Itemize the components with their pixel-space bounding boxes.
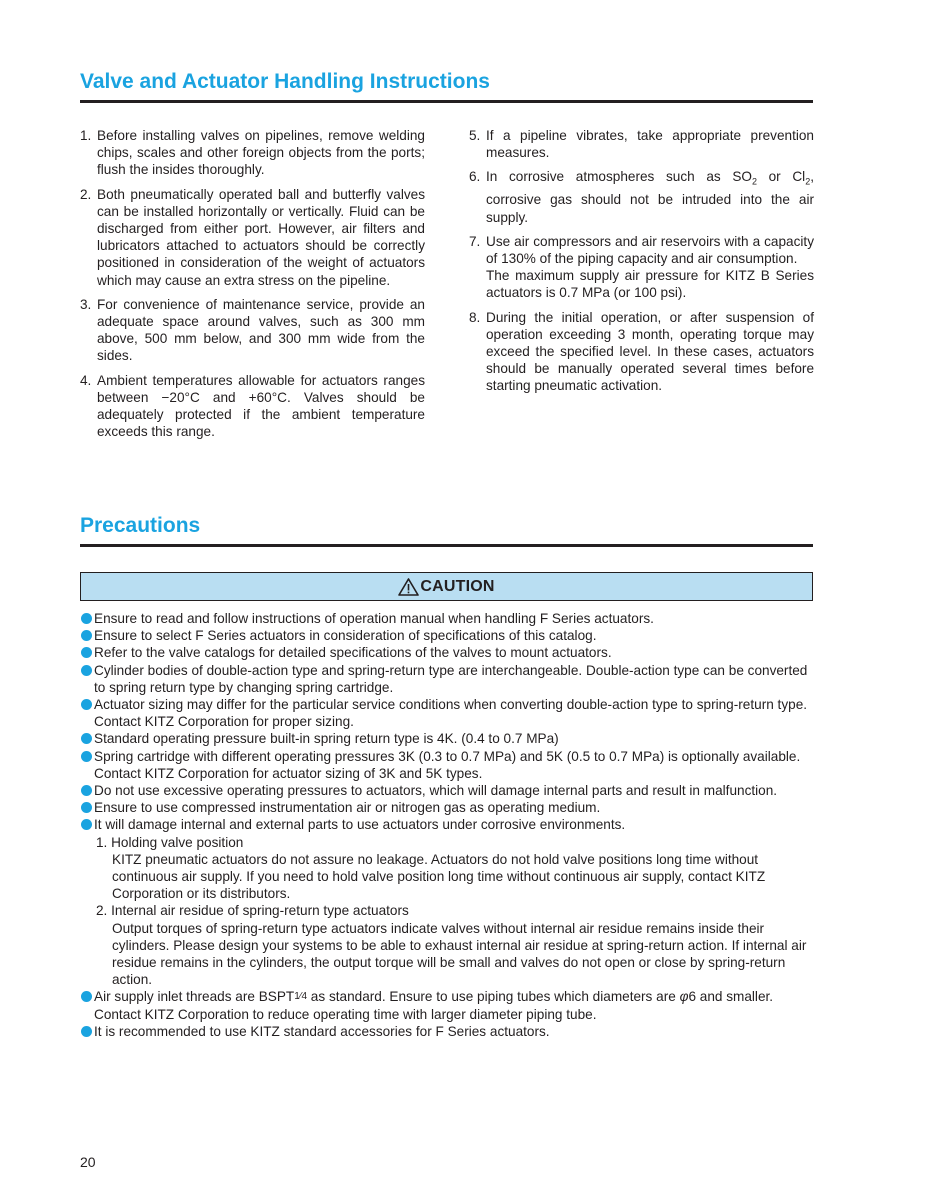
item-text: If a pipeline vibrates, take appropriate prevention measures. (486, 128, 814, 161)
bspt-fraction: 1⁄4 (294, 991, 308, 1003)
precaution-item: It will damage internal and external parts to use actuators under corrosive environments. 1. Holding valve position KITZ pneumatic actuators do not assure no leakage. Actuators do not hold valve positions long time without continuous air supply. If you need to hold valve position long time without continuous air supply, contact KITZ Corporation or its distributors. 2. Internal air residue of spring-return type actuators Output torques of spring-return type actuators indicate valves without internal air residue remains inside their cylinders. Please design your systems to be able to exhaust internal air residue at spring-return action. If internal air residue remains in the cylinders, the output torque will be small and valves do not open or close by spring-return action. (80, 816, 820, 988)
item-text: Both pneumatically operated ball and butterfly valves can be installed horizontally or vertically. Fluid can be discharged from either port. However, air filters and lubricators attached to actuators should be correctly positioned in consideration of the weight of actuators which may cause an extra stress on the pipeline. (97, 186, 425, 288)
warning-triangle-icon (398, 578, 419, 596)
precaution-item: Ensure to read and follow instructions of operation manual when handling F Series actuators. (80, 610, 820, 627)
sub-item-heading: 1. Holding valve position (96, 834, 244, 850)
bullet-dot-icon (81, 751, 92, 762)
item-number: 6. (469, 169, 481, 185)
item-number: 4. (80, 372, 92, 388)
precaution-item: Ensure to use compressed instrumentation air or nitrogen gas as operating medium. (80, 799, 820, 816)
handling-item-2 (80, 186, 425, 289)
item-text: For convenience of maintenance service, provide an adequate space around valves, such as 300 mm above, 500 mm below, and 300 mm wide from the sides. (97, 296, 425, 364)
item-text: Before installing valves on pipelines, remove welding chips, scales and other foreign objects from the ports; flush the insides thoroughly. (97, 128, 425, 178)
bullet-dot-icon (81, 785, 92, 796)
precaution-item: Air supply inlet threads are BSPT1⁄4 as standard. Ensure to use piping tubes which diameters are φ6 and smaller. Contact KITZ Corporation to reduce operating time with larger diameter piping tube. (80, 988, 820, 1022)
item-text: Use air compressors and air reservoirs with a capacity of 130% of the piping capacity and air consumption. (486, 233, 814, 266)
precaution-item: Standard operating pressure built-in spring return type is 4K. (0.4 to 0.7 MPa) (80, 730, 820, 747)
caution-banner (80, 572, 813, 601)
precautions-section-title: Precautions (80, 514, 201, 537)
handling-item-8 (469, 309, 814, 395)
bullet-dot-icon (81, 647, 92, 658)
precaution-item: Actuator sizing may differ for the particular service conditions when converting double-action type to spring-return type. Contact KITZ Corporation for proper sizing. (80, 696, 820, 730)
handling-item-3 (80, 296, 425, 365)
page-number: 20 (80, 1154, 96, 1170)
precaution-item: Do not use excessive operating pressures to actuators, which will damage internal parts and result in malfunction. (80, 782, 820, 799)
bullet-dot-icon (81, 630, 92, 641)
precautions-title-rule (80, 544, 813, 547)
sub-item-body: Output torques of spring-return type actuators indicate valves without internal air residue remains inside their cylinders. Please design your systems to be able to exhaust internal air residue at spring-return action. If internal air residue remains in the cylinders, the output torque will be small and valves do not open or close by spring-return action. (112, 920, 807, 988)
handling-item-4 (80, 372, 425, 441)
item-text: Ambient temperatures allowable for actuators ranges between −20°C and +60°C. Valves should be adequately protected if the ambient temperature exceeds this range. (97, 372, 425, 440)
handling-title-rule (80, 100, 813, 103)
handling-section-title: Valve and Actuator Handling Instructions (80, 70, 490, 93)
bullet-dot-icon (81, 613, 92, 624)
precaution-item: Ensure to select F Series actuators in consideration of specifications of this catalog. (80, 627, 820, 644)
item-number: 7. (469, 233, 481, 249)
item-number: 8. (469, 309, 481, 325)
item-number: 3. (80, 296, 92, 312)
item-text-2: The maximum supply air pressure for KITZ B Series actuators is 0.7 MPa (or 100 psi). (486, 268, 814, 301)
precaution-item: Refer to the valve catalogs for detailed specifications of the valves to mount actuators. (80, 644, 820, 661)
precautions-list (80, 610, 820, 1040)
item-number: 1. (80, 128, 92, 143)
precaution-item: Spring cartridge with different operating pressures 3K (0.3 to 0.7 MPa) and 5K (0.5 to 0.7 MPa) is optionally available. Contact KITZ Corporation for actuator sizing of 3K and 5K types. (80, 748, 820, 782)
handling-item-7 (469, 233, 814, 302)
bullet-dot-icon (81, 802, 92, 813)
precaution-sub-item (94, 902, 820, 988)
item-number: 2. (80, 186, 92, 202)
handling-item-1 (80, 127, 425, 179)
bullet-dot-icon (81, 1026, 92, 1037)
bullet-dot-icon (81, 699, 92, 710)
handling-item-6 (469, 168, 814, 225)
bullet-dot-icon (81, 991, 92, 1002)
bullet-dot-icon (81, 733, 92, 744)
handling-item-5 (469, 127, 814, 161)
caution-label: CAUTION (420, 577, 495, 595)
sub-item-body: KITZ pneumatic actuators do not assure no leakage. Actuators do not hold valve positions long time without continuous air supply. If you need to hold valve position long time without continuous air supply, contact KITZ Corporation or its distributors. (112, 851, 766, 902)
precaution-sub-item (94, 834, 820, 903)
item-text: In corrosive atmospheres such as $SO_2$ or $Cl_2$, corrosive gas should not be intruded into the air supply. (486, 169, 814, 225)
bullet-dot-icon (81, 665, 92, 676)
item-text: During the initial operation, or after suspension of operation exceeding 3 month, operating torque may exceed the specified level. In these cases, actuators should be manually operated several times before starting pneumatic activation. (486, 309, 814, 394)
precaution-item: Cylinder bodies of double-action type and spring-return type are interchangeable. Double-action type can be converted to spring return type by changing spring cartridge. (80, 662, 820, 696)
item-number: 5. (469, 128, 481, 143)
diameter-symbol: φ (679, 989, 689, 1005)
handling-right-column (469, 127, 814, 402)
handling-left-column (80, 127, 425, 447)
precaution-item: It is recommended to use KITZ standard accessories for F Series actuators. (80, 1023, 820, 1040)
bullet-dot-icon (81, 819, 92, 830)
sub-item-heading: 2. Internal air residue of spring-return type actuators (96, 903, 409, 919)
